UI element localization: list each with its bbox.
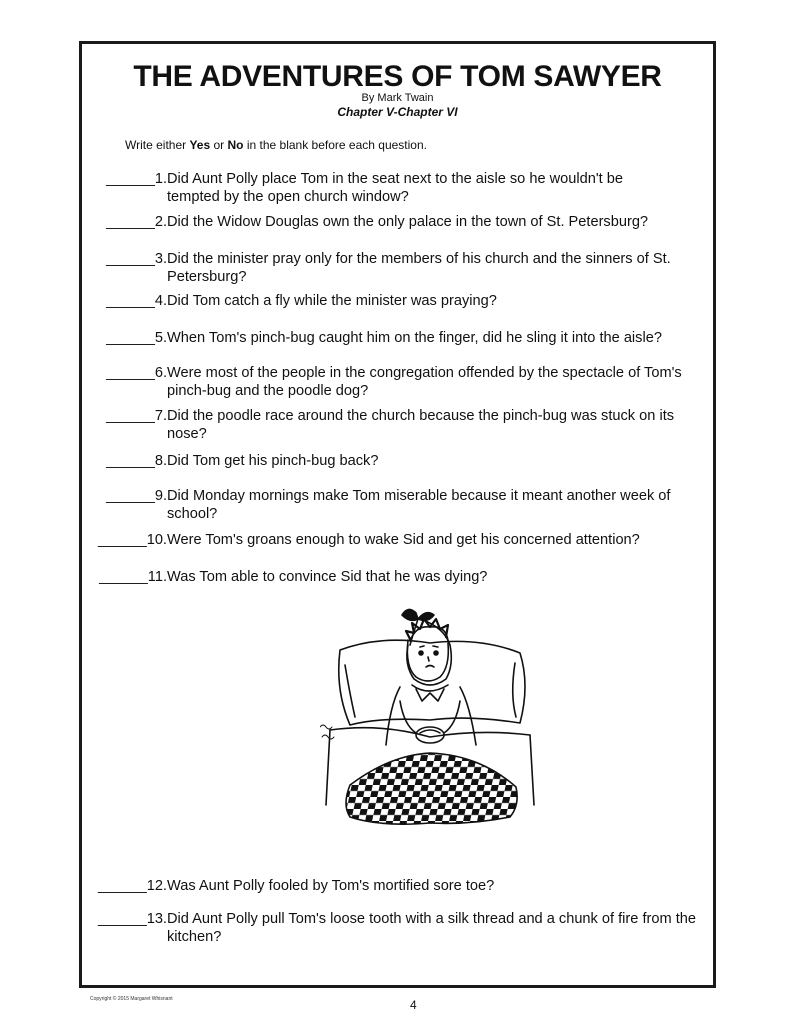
instructions-no: No bbox=[227, 138, 244, 152]
instructions-suffix: in the blank before each question. bbox=[243, 138, 427, 152]
sick-boy-illustration bbox=[320, 605, 540, 835]
answer-blank-2[interactable]: ______2. bbox=[106, 214, 167, 230]
answer-blank-11[interactable]: ______11. bbox=[99, 569, 167, 585]
answer-blank-5[interactable]: ______5. bbox=[106, 330, 167, 346]
page-number: 4 bbox=[410, 998, 417, 1012]
question-text-2: Did the Widow Douglas own the only palace in the town of St. Petersburg? bbox=[167, 214, 649, 230]
answer-blank-7[interactable]: ______7. bbox=[106, 408, 167, 424]
answer-blank-9[interactable]: ______9. bbox=[106, 488, 167, 504]
question-text-1: Did Aunt Polly place Tom in the seat next to the aisle so he wouldn't be tempted by the open church window? bbox=[167, 171, 624, 205]
question-text-4: Did Tom catch a fly while the minister was praying? bbox=[167, 293, 497, 309]
answer-blank-8[interactable]: ______8. bbox=[106, 453, 167, 469]
instructions-prefix: Write either bbox=[125, 138, 190, 152]
answer-blank-4[interactable]: ______4. bbox=[106, 293, 167, 309]
chapter-text: Chapter V-Chapter VI bbox=[337, 105, 458, 119]
answer-blank-6[interactable]: ______6. bbox=[106, 365, 167, 381]
question-text-9: Did Monday mornings make Tom miserable because it meant another week of school? bbox=[167, 488, 671, 522]
question-text-5: When Tom's pinch-bug caught him on the finger, did he sling it into the aisle? bbox=[167, 330, 662, 346]
question-text-3: Did the minister pray only for the members of his church and the sinners of St. Petersburg? bbox=[167, 251, 671, 285]
answer-blank-3[interactable]: ______3. bbox=[106, 251, 167, 267]
page-title: THE ADVENTURES OF TOM SAWYER bbox=[133, 60, 662, 93]
chapter-range bbox=[79, 105, 716, 119]
answer-blank-1[interactable]: ______1. bbox=[106, 171, 167, 187]
instructions bbox=[125, 138, 427, 152]
question-text-6: Were most of the people in the congregation offended by the spectacle of Tom's pinch-bug and the poodle dog? bbox=[167, 365, 682, 399]
question-text-8: Did Tom get his pinch-bug back? bbox=[167, 453, 379, 469]
question-text-11: Was Tom able to convince Sid that he was dying? bbox=[167, 569, 488, 585]
question-text-12: Was Aunt Polly fooled by Tom's mortified sore toe? bbox=[167, 878, 495, 894]
copyright-notice: Copyright © 2015 Margaret Whisnant bbox=[90, 996, 173, 1002]
answer-blank-10[interactable]: ______10. bbox=[98, 532, 167, 548]
question-text-10: Were Tom's groans enough to wake Sid and get his concerned attention? bbox=[167, 532, 640, 548]
answer-blank-13[interactable]: ______13. bbox=[98, 911, 167, 927]
question-text-7: Did the poodle race around the church because the pinch-bug was stuck on its nose? bbox=[167, 408, 675, 442]
instructions-yes: Yes bbox=[189, 138, 211, 152]
answer-blank-12[interactable]: ______12. bbox=[98, 878, 167, 894]
author-line: By Mark Twain bbox=[361, 92, 434, 104]
question-text-13: Did Aunt Polly pull Tom's loose tooth with a silk thread and a chunk of fire from the kitchen? bbox=[167, 911, 696, 945]
instructions-or: or bbox=[210, 138, 228, 152]
